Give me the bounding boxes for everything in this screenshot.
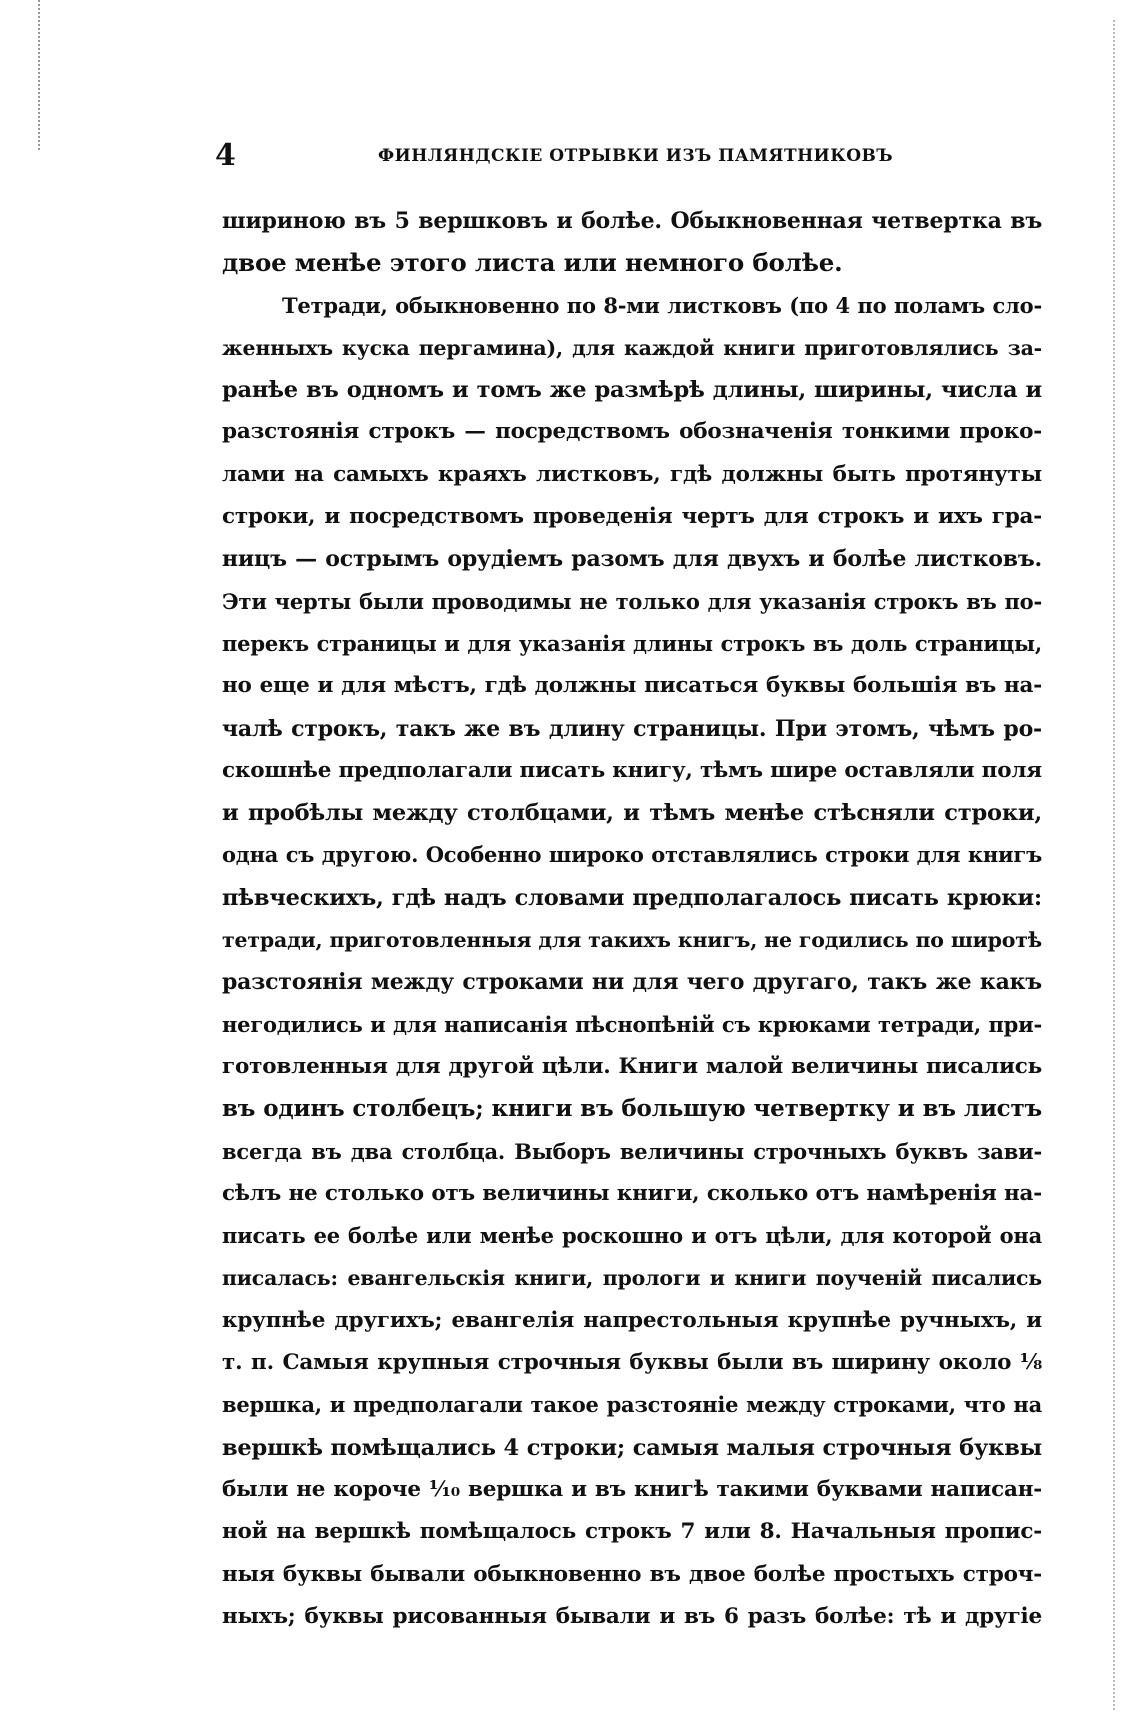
text-line: пѣвческихъ, гдѣ надъ словами предполагалось писать крюки: <box>222 884 1042 911</box>
text-line: лами на самыхъ краяхъ листковъ, гдѣ должны быть протянуты <box>222 461 1042 487</box>
text-line: Тетради, обыкновенно по 8-ми листковъ (по 4 по поламъ сло- <box>282 292 1042 318</box>
scan-edge-left <box>38 0 41 150</box>
text-line: крупнѣе другихъ; евангелія напрестольныя крупнѣе ручныхъ, и <box>222 1307 1042 1333</box>
text-line: но еще и для мѣстъ, гдѣ должны писаться буквы большія въ на- <box>222 673 1042 699</box>
text-line: одна съ другою. Особенно широко отставлялись строки для книгъ <box>222 842 1042 868</box>
running-head: ФИНЛЯНДСКІЕ ОТРЫВКИ ИЗЪ ПАМЯТНИКОВЪ <box>378 146 894 166</box>
text-line: женныхъ куска пергамина), для каждой книги приготовлялись за- <box>222 335 1042 360</box>
text-line: т. п. Самыя крупныя строчныя буквы были въ ширину около ⅛ <box>222 1350 1042 1376</box>
text-line: готовленныя для другой цѣли. Книги малой величины писались <box>222 1053 1042 1079</box>
text-line: писать ее болѣе или менѣе роскошно и отъ цѣли, для которой она <box>222 1223 1042 1249</box>
text-line: вершкѣ помѣщались 4 строки; самыя малыя строчныя буквы <box>222 1434 1042 1461</box>
text-line: и пробѣлы между столбцами, и тѣмъ менѣе стѣсняли строки, <box>222 800 1042 827</box>
text-line: ныя буквы бывали обыкновенно въ двое болѣе простыхъ строч- <box>222 1561 1042 1587</box>
text-line: ныхъ; буквы рисованныя бывали и въ 6 разъ болѣе: тѣ и другіе <box>222 1603 1042 1629</box>
text-line: Эти черты были проводимы не только для указанія строкъ въ по- <box>222 588 1042 614</box>
text-line: вершка, и предполагали такое разстояніе между строками, что на <box>222 1392 1042 1418</box>
text-line: разстоянія между строками ни для чего другаго, такъ же какъ <box>222 969 1042 996</box>
text-line: негодились и для написанія пѣснопѣній съ крюками тетради, при- <box>222 1011 1042 1037</box>
text-line: были не короче ¹⁄₁₀ вершка и въ книгѣ такими буквами написан- <box>222 1476 1042 1502</box>
text-line: ной на вершкѣ помѣщалось строкъ 7 или 8. Начальныя пропис- <box>222 1519 1042 1545</box>
body-text <box>222 200 1042 1638</box>
text-line: чалѣ строкъ, такъ же въ длину страницы. При этомъ, чѣмъ ро- <box>222 715 1042 742</box>
text-line: строки, и посредствомъ проведенія чертъ для строкъ и ихъ гра- <box>222 504 1042 530</box>
text-line: въ одинъ столбецъ; книги въ большую четвертку и въ листъ <box>222 1095 1042 1123</box>
text-line: тетради, приготовленныя для такихъ книгъ, не годились по широтѣ <box>222 928 1042 953</box>
text-line: ранѣе въ одномъ и томъ же размѣрѣ длины, ширины, числа и <box>222 377 1042 404</box>
text-line: разстоянія строкъ — посредствомъ обозначенія тонкими проко- <box>222 419 1042 445</box>
text-line: ницъ — острымъ орудіемъ разомъ для двухъ и болѣе листковъ. <box>222 546 1042 573</box>
text-line: писалась: евангельскія книги, прологи и книги поученій писались <box>222 1266 1042 1291</box>
page-number: 4 <box>215 138 236 173</box>
text-line: скошнѣе предполагали писать книгу, тѣмъ шире оставляли поля <box>222 757 1042 783</box>
text-line: перекъ страницы и для указанія длины строкъ въ доль страницы, <box>222 630 1042 656</box>
text-line: сѣлъ не столько отъ величины книги, сколько отъ намѣренія на- <box>222 1180 1042 1206</box>
scan-edge-right <box>1113 20 1116 1710</box>
text-line: двое менѣе этого листа или немного болѣе. <box>222 248 843 278</box>
text-line: всегда въ два столбца. Выборъ величины строчныхъ буквъ зави- <box>222 1138 1042 1164</box>
text-line: шириною въ 5 вершковъ и болѣе. Обыкновенная четвертка въ <box>222 208 1042 234</box>
